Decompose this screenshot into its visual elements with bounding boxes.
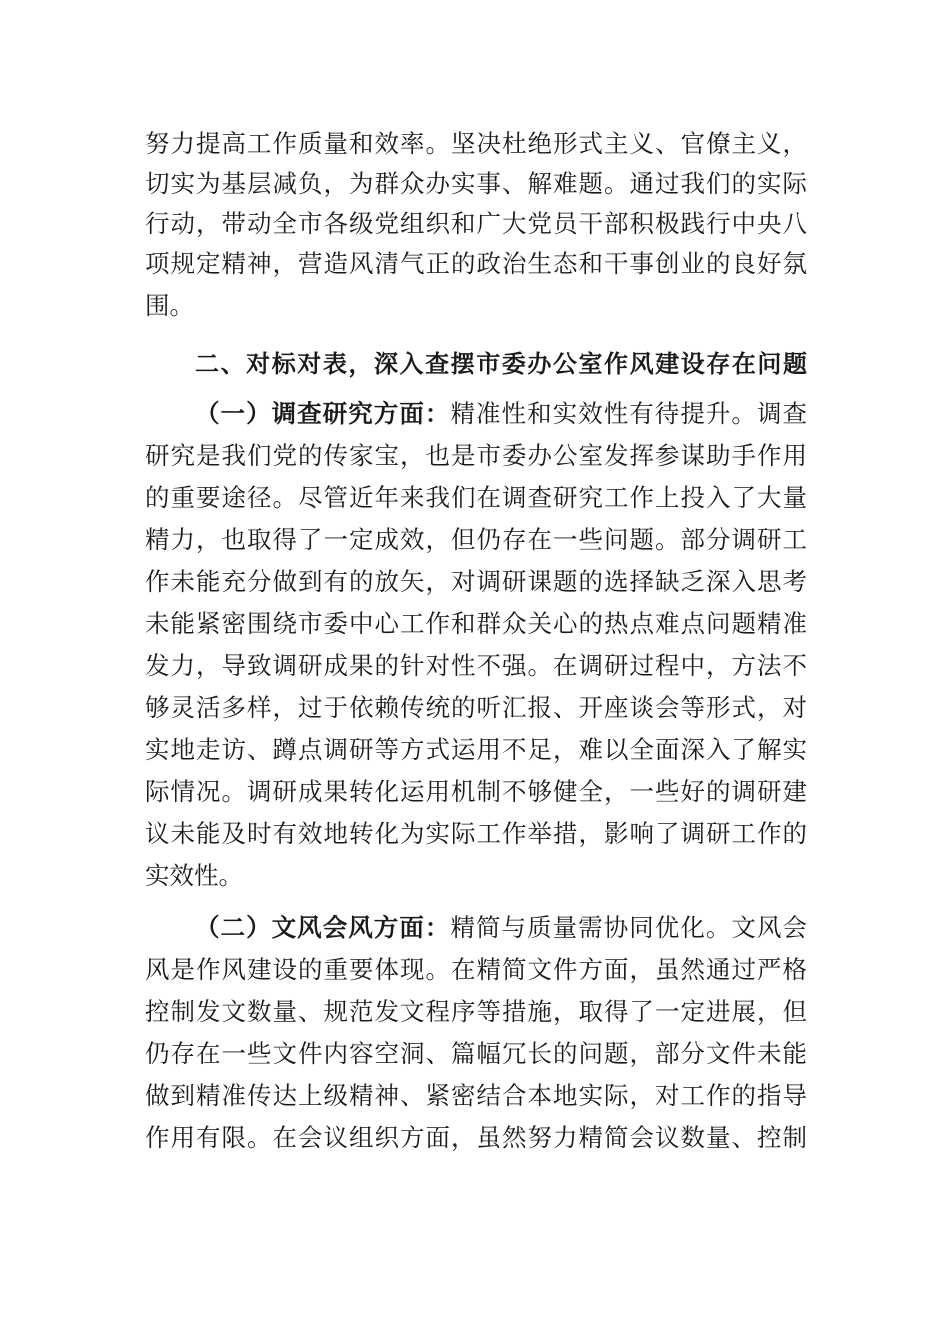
paragraph-line: 未能紧密围绕市委中心工作和群众关心的热点难点问题精准 [145, 609, 807, 638]
paragraph-line: 研究是我们党的传家宝，也是市委办公室发挥参谋助手作用 [145, 441, 807, 470]
item-1-first-line-text: 精准性和实效性有待提升。调查 [450, 399, 808, 428]
paragraph-line: 精力，也取得了一定成效，但仍存在一些问题。部分调研工 [145, 525, 807, 554]
paragraph-line: 的重要途径。尽管近年来我们在调查研究工作上投入了大量 [145, 483, 807, 512]
paragraph-line: 实效性。 [145, 861, 243, 890]
item-2-title: （二）文风会风方面： [195, 913, 451, 942]
paragraph-line: 仍存在一些文件内容空洞、篇幅冗长的问题，部分文件未能 [145, 1039, 807, 1068]
paragraph-line: 项规定精神，营造风清气正的政治生态和干事创业的良好氛 [145, 249, 807, 278]
item-2-first-line [195, 908, 807, 948]
item-1-title: （一）调查研究方面： [195, 399, 451, 428]
item-1-first-line [195, 394, 807, 434]
paragraph-line: 实地走访、蹲点调研等方式运用不足，难以全面深入了解实 [145, 735, 807, 764]
paragraph-line: 作未能充分做到有的放矢，对调研课题的选择缺乏深入思考 [145, 567, 807, 596]
paragraph-line: 议未能及时有效地转化为实际工作举措，影响了调研工作的 [145, 819, 807, 848]
paragraph-line: 努力提高工作质量和效率。坚决杜绝形式主义、官僚主义， [145, 129, 807, 158]
paragraph-line: 围。 [145, 291, 194, 320]
paragraph-line: 做到精准传达上级精神、紧密结合本地实际，对工作的指导 [145, 1081, 807, 1110]
paragraph-line: 发力，导致调研成果的针对性不强。在调研过程中，方法不 [145, 651, 807, 680]
section-heading: 二、对标对表，深入查摆市委办公室作风建设存在问题 [195, 350, 807, 378]
paragraph-line: 风是作风建设的重要体现。在精简文件方面，虽然通过严格 [145, 955, 807, 984]
paragraph-line: 行动，带动全市各级党组织和广大党员干部积极践行中央八 [145, 209, 807, 238]
item-2-first-line-text: 精简与质量需协同优化。文风会 [450, 913, 808, 942]
paragraph-line: 切实为基层减负，为群众办实事、解难题。通过我们的实际 [145, 169, 807, 198]
paragraph-line: 够灵活多样，过于依赖传统的听汇报、开座谈会等形式，对 [145, 693, 807, 722]
paragraph-line: 控制发文数量、规范发文程序等措施，取得了一定进展，但 [145, 997, 807, 1026]
paragraph-line: 际情况。调研成果转化运用机制不够健全，一些好的调研建 [145, 777, 807, 806]
paragraph-line: 作用有限。在会议组织方面，虽然努力精简会议数量、控制 [145, 1123, 807, 1152]
